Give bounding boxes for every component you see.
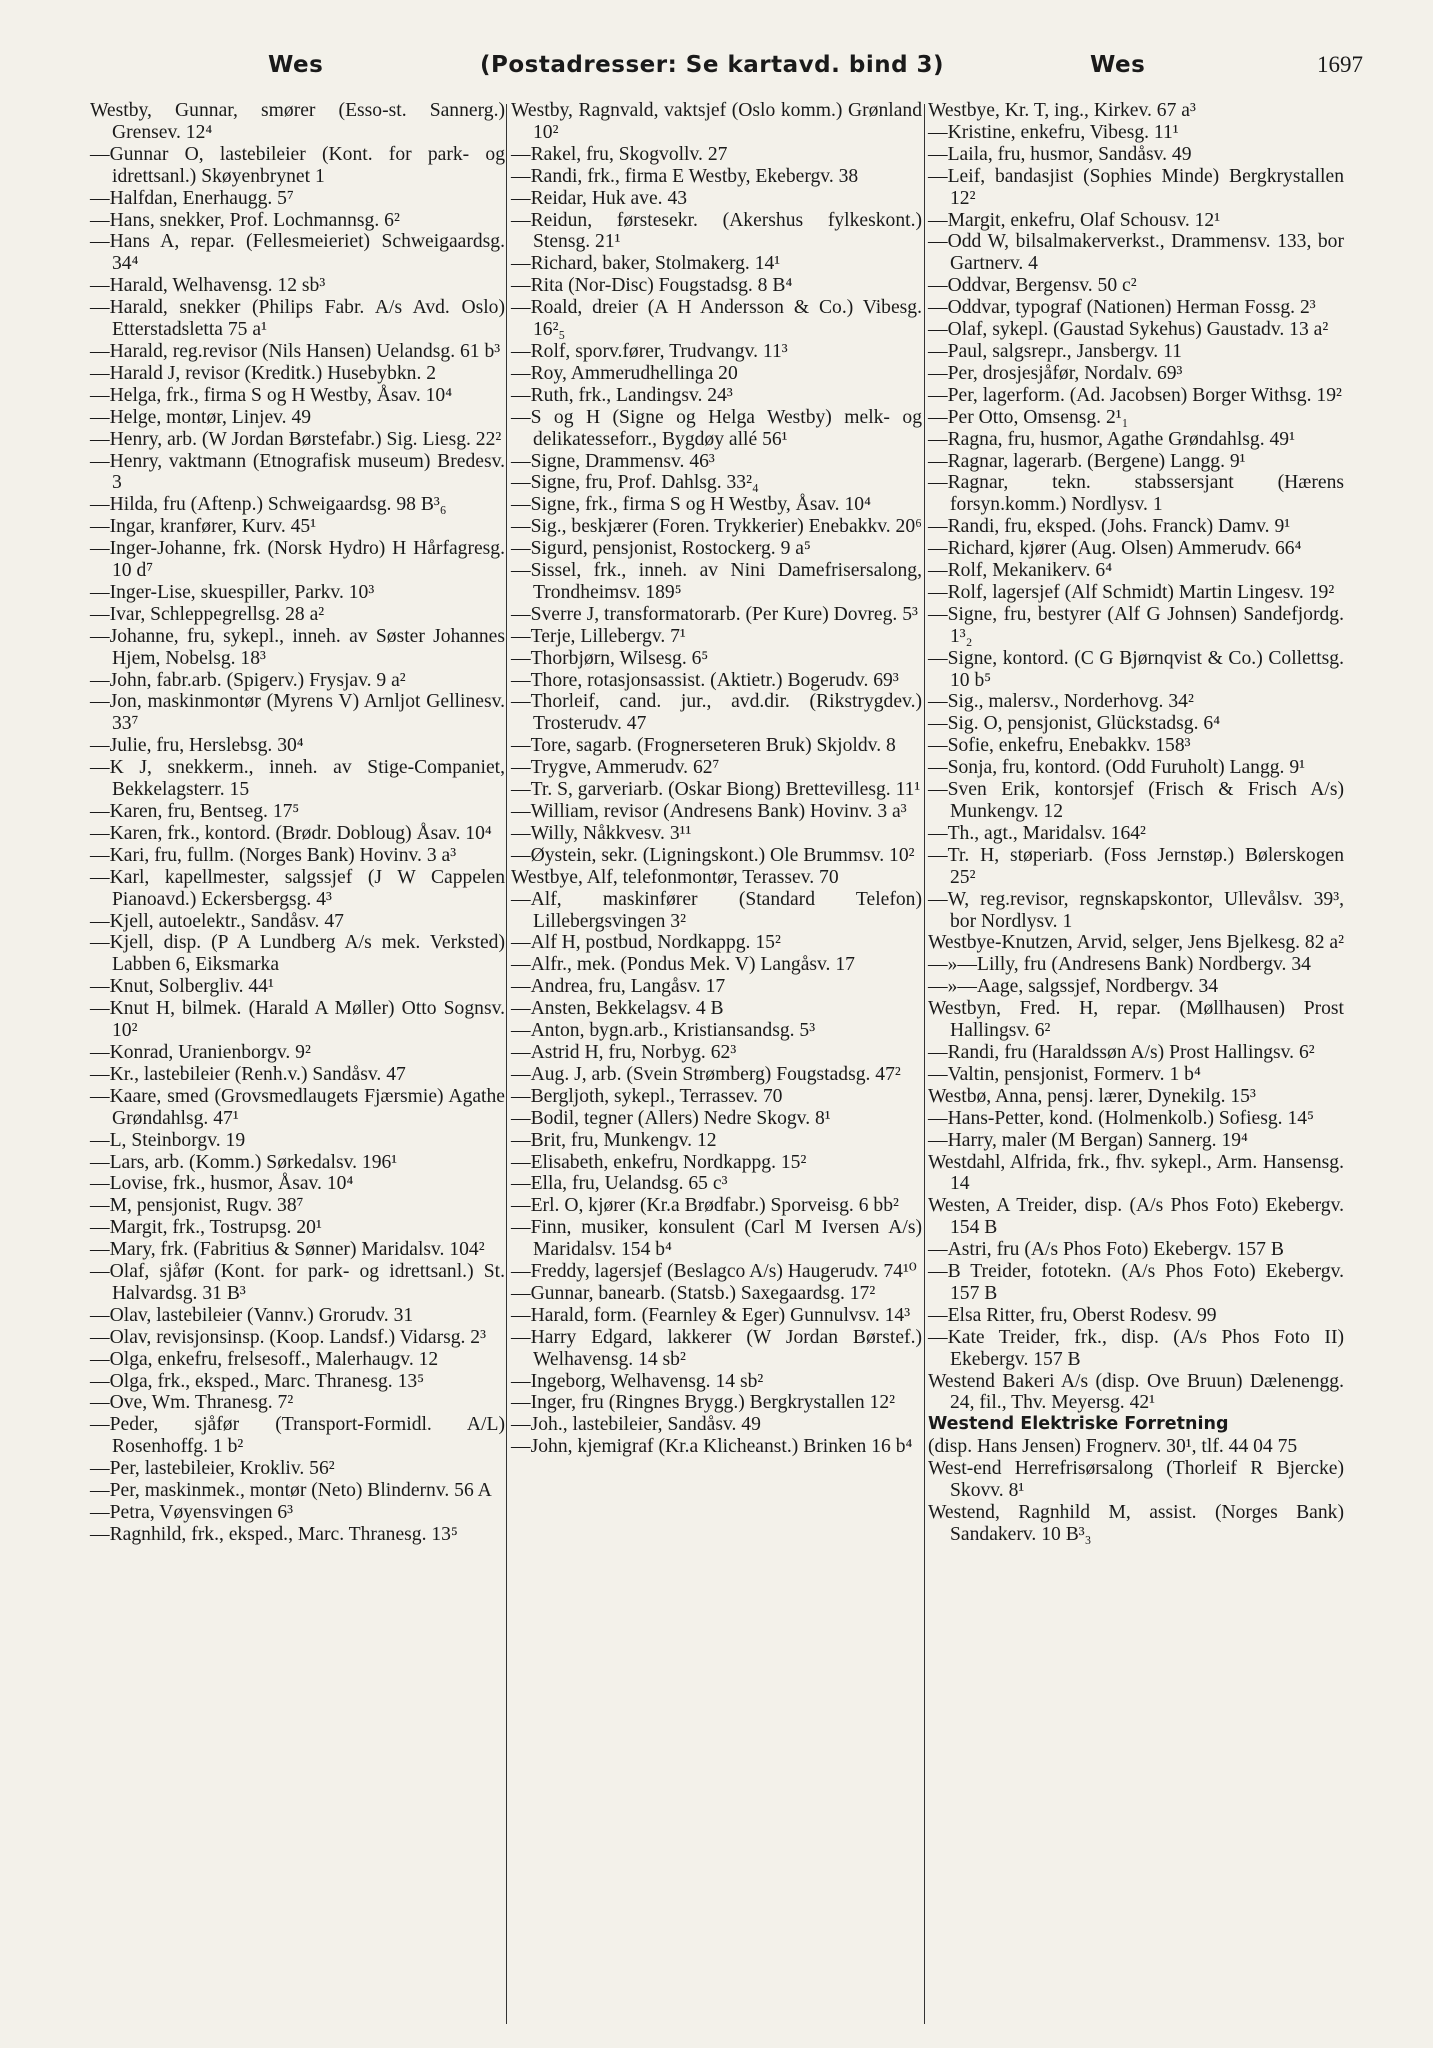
directory-entry: Westdahl, Alfrida, frk., fhv. sykepl., Arm. Hansensg. 14 [928, 1151, 1344, 1195]
directory-entry: Westbye-Knutzen, Arvid, selger, Jens Bjelkesg. 82 a² [928, 932, 1344, 954]
directory-entry: —Joh., lastebileier, Sandåsv. 49 [511, 1414, 761, 1436]
directory-entry: —S og H (Signe og Helga Westby) melk- og delikatesseforr., Bygdøy allé 56¹ [511, 406, 922, 450]
directory-entry: —Roy, Ammerudhellinga 20 [511, 362, 738, 384]
directory-entry: —Olav, revisjonsinsp. (Koop. Landsf.) Vidarsg. 2³ [90, 1326, 486, 1348]
directory-entry: —Harald, snekker (Philips Fabr. A/s Avd. Oslo) Etterstadsletta 75 a¹ [90, 297, 505, 341]
directory-entry: —Roald, dreier (A H Andersson & Co.) Vibesg. 16²₅ [511, 297, 922, 341]
directory-entry: —Ragnar, tekn. stabssersjant (Hærens forsyn.komm.) Nordlysv. 1 [928, 472, 1344, 516]
directory-entry: —Rolf, Mekanikerv. 6⁴ [928, 560, 1113, 582]
directory-entry: —Ansten, Bekkelagsv. 4 B [511, 998, 724, 1020]
directory-entry: —Harald, reg.revisor (Nils Hansen) Uelandsg. 61 b³ [90, 340, 501, 362]
directory-entry: —Kjell, autoelektr., Sandåsv. 47 [90, 910, 344, 932]
directory-entry: —Erl. O, kjører (Kr.a Brødfabr.) Sporveisg. 6 bb² [511, 1195, 899, 1217]
directory-entry: —Gunnar O, lastebileier (Kont. for park- og idrettsanl.) Skøyenbrynet 1 [90, 143, 505, 187]
directory-entry: —Peder, sjåfør (Transport-Formidl. A/L) Rosenhoffg. 1 b² [90, 1414, 505, 1458]
directory-entry: —Reidar, Huk ave. 43 [511, 187, 688, 209]
directory-entry: —Signe, fru, bestyrer (Alf G Johnsen) Sandefjordg. 1³₂ [928, 603, 1344, 647]
directory-entry: —Thore, rotasjonsassist. (Aktietr.) Bogerudv. 69³ [511, 669, 899, 691]
directory-entry: —Harry Edgard, lakkerer (W Jordan Børstef.) Welhavensg. 14 sb² [511, 1326, 922, 1370]
directory-entry: —Knut, Solbergliv. 44¹ [90, 976, 274, 998]
directory-entry: Westbø, Anna, pensj. lærer, Dynekilg. 15³ [928, 1085, 1256, 1107]
directory-entry: —Astrid H, fru, Norbyg. 62³ [511, 1041, 737, 1063]
directory-entry: —Th., agt., Maridalsv. 164² [928, 822, 1146, 844]
column-2 [511, 100, 922, 1458]
directory-entry: —Inger-Johanne, frk. (Norsk Hydro) H Hårfagresg. 10 d⁷ [90, 538, 505, 582]
directory-entry: —Helga, frk., firma S og H Westby, Åsav. 10⁴ [90, 384, 453, 406]
directory-entry: —L, Steinborgv. 19 [90, 1129, 246, 1151]
directory-entry: —Ingeborg, Welhavensg. 14 sb² [511, 1370, 764, 1392]
directory-entry: —John, fabr.arb. (Spigerv.) Frysjav. 9 a² [90, 669, 406, 691]
directory-entry: —»—Lilly, fru (Andresens Bank) Nordbergv. 34 [928, 954, 1311, 976]
directory-entry: —Olaf, sykepl. (Gaustad Sykehus) Gaustadv. 13 a² [928, 319, 1329, 341]
directory-entry: —Terje, Lillebergv. 7¹ [511, 625, 686, 647]
directory-entry: —Rolf, lagersjef (Alf Schmidt) Martin Lingesv. 19² [928, 581, 1335, 603]
directory-entry: —Astri, fru (A/s Phos Foto) Ekebergv. 157 B [928, 1239, 1284, 1261]
directory-entry: —Ragnar, lagerarb. (Bergene) Langg. 9¹ [928, 450, 1246, 472]
directory-entry: —Ove, Wm. Thranesg. 7² [90, 1392, 294, 1414]
directory-entry: —»—Aage, salgssjef, Nordbergv. 34 [928, 976, 1219, 998]
directory-entry: —Harald J, revisor (Kreditk.) Husebybkn. 2 [90, 362, 437, 384]
directory-entry: Westen, A Treider, disp. (A/s Phos Foto) Ekebergv. 154 B [928, 1195, 1344, 1239]
directory-entry: West-end Herrefrisørsalong (Thorleif R Bjercke) Skovv. 8¹ [928, 1458, 1344, 1502]
directory-entry: —Ruth, frk., Landingsv. 24³ [511, 384, 733, 406]
directory-entry: —Øystein, sekr. (Ligningskont.) Ole Brummsv. 10² [511, 844, 915, 866]
directory-entry: —Ella, fru, Uelandsg. 65 c³ [511, 1173, 728, 1195]
directory-entry: —Richard, kjører (Aug. Olsen) Ammerudv. 66⁴ [928, 538, 1302, 560]
directory-entry: —Ivar, Schleppegrellsg. 28 a² [90, 603, 325, 625]
directory-entry: —Odd W, bilsalmakerverkst., Drammensv. 133, bor Gartnerv. 4 [928, 231, 1344, 275]
directory-entry: —Harry, maler (M Bergan) Sannerg. 19⁴ [928, 1129, 1248, 1151]
column-1 [90, 100, 505, 1546]
directory-entry: —Signe, Drammensv. 46³ [511, 450, 715, 472]
directory-entry: —Hans-Petter, kond. (Holmenkolb.) Sofiesg. 14⁵ [928, 1107, 1314, 1129]
directory-entry: —Kjell, disp. (P A Lundberg A/s mek. Verksted) Labben 6, Eiksmarka [90, 932, 505, 976]
directory-entry: —Per, maskinmek., montør (Neto) Blindernv. 56 A [90, 1480, 492, 1502]
directory-entry: —Elsa Ritter, fru, Oberst Rodesv. 99 [928, 1304, 1217, 1326]
directory-entry: —Sig. O, pensjonist, Glückstadsg. 6⁴ [928, 713, 1221, 735]
directory-entry: —Brit, fru, Munkengv. 12 [511, 1129, 717, 1151]
directory-entry: Westby, Gunnar, smører (Esso-st. Sannerg.) Grensev. 12⁴ [90, 100, 505, 143]
directory-entry: Westby, Ragnvald, vaktsjef (Oslo komm.) Grønland 10² [511, 100, 922, 143]
directory-entry: —Mary, frk. (Fabritius & Sønner) Maridalsv. 104² [90, 1239, 485, 1261]
directory-entry: —Alf, maskinfører (Standard Telefon) Lillebergsvingen 3² [511, 888, 922, 932]
directory-entry: —Finn, musiker, konsulent (Carl M Iversen A/s) Maridalsv. 154 b⁴ [511, 1217, 922, 1261]
directory-entry: —Randi, frk., firma E Westby, Ekebergv. 38 [511, 165, 859, 187]
directory-entry: —Per Otto, Omsensg. 2¹₁ [928, 406, 1129, 428]
directory-entry: —Olaf, sjåfør (Kont. for park- og idrettsanl.) St. Halvardsg. 31 B³ [90, 1261, 505, 1304]
directory-entry: —Julie, fru, Herslebsg. 30⁴ [90, 735, 304, 757]
directory-entry: —Elisabeth, enkefru, Nordkappg. 15² [511, 1151, 807, 1173]
directory-entry: —Kaare, smed (Grovsmedlaugets Fjærsmie) Agathe Grøndahlsg. 47¹ [90, 1085, 505, 1129]
directory-entry: —Helge, montør, Linjev. 49 [90, 406, 312, 428]
directory-entry: Westend Elektriske Forretning [928, 1414, 1229, 1435]
directory-entry: —Kate Treider, frk., disp. (A/s Phos Foto II) Ekebergv. 157 B [928, 1326, 1344, 1370]
directory-entry: —Reidun, førstesekr. (Akershus fylkeskont.) Stensg. 21¹ [511, 209, 922, 253]
directory-entry: —Sig., beskjærer (Foren. Trykkerier) Enebakkv. 20⁶ [511, 516, 922, 538]
directory-entry: —Olga, frk., eksped., Marc. Thranesg. 13⁵ [90, 1370, 425, 1392]
directory-entry: —Rolf, sporv.fører, Trudvangv. 11³ [511, 340, 788, 362]
directory-entry: —Willy, Nåkkvesv. 3¹¹ [511, 822, 692, 844]
directory-entry: —Kristine, enkefru, Vibesg. 11¹ [928, 121, 1179, 143]
header-left-keyword: Wes [268, 52, 324, 78]
directory-entry: —Lovise, frk., husmor, Åsav. 10⁴ [90, 1173, 354, 1195]
directory-entry: —John, kjemigraf (Kr.a Klicheanst.) Brinken 16 b⁴ [511, 1436, 913, 1458]
directory-entry: —Alfr., mek. (Pondus Mek. V) Langåsv. 17 [511, 954, 855, 976]
directory-entry: —Inger-Lise, skuespiller, Parkv. 10³ [90, 581, 375, 603]
directory-entry: —Laila, fru, husmor, Sandåsv. 49 [928, 143, 1192, 165]
directory-entry: —Ragna, fru, husmor, Agathe Grøndahlsg. 49¹ [928, 428, 1295, 450]
directory-entry: —Freddy, lagersjef (Beslagco A/s) Haugerudv. 74¹⁰ [511, 1261, 917, 1283]
directory-entry: —Knut H, bilmek. (Harald A Møller) Otto Sognsv. 10² [90, 998, 505, 1042]
directory-entry: Westend, Ragnhild M, assist. (Norges Bank) Sandakerv. 10 B³₃ [928, 1502, 1344, 1545]
directory-entry: —Inger, fru (Ringnes Brygg.) Bergkrystallen 12² [511, 1392, 896, 1414]
directory-entry: —Petra, Vøyensvingen 6³ [90, 1502, 294, 1523]
directory-entry: Westbyn, Fred. H, repar. (Møllhausen) Prost Hallingsv. 6² [928, 998, 1344, 1042]
directory-entry: —Paul, salgsrepr., Jansbergv. 11 [928, 340, 1182, 362]
page-header [90, 52, 1373, 88]
column-divider [924, 104, 925, 2024]
directory-entry: —K J, snekkerm., inneh. av Stige-Companiet, Bekkelagsterr. 15 [90, 757, 505, 801]
directory-entry: —Sven Erik, kontorsjef (Frisch & Frisch A/s) Munkengv. 12 [928, 779, 1344, 822]
directory-entry: —Karen, frk., kontord. (Brødr. Dobloug) Åsav. 10⁴ [90, 822, 492, 844]
page-number: 1697 [1317, 52, 1363, 77]
directory-entry: —Gunnar, banearb. (Statsb.) Saxegaardsg. 17² [511, 1282, 876, 1304]
directory-entry: —Rita (Nor-Disc) Fougstadsg. 8 B⁴ [511, 275, 793, 297]
directory-entry: —Margit, enkefru, Olaf Schousv. 12¹ [928, 209, 1221, 231]
directory-entry: —Hans A, repar. (Fellesmeieriet) Schweigaardsg. 34⁴ [90, 231, 505, 275]
directory-entry: —Harald, form. (Fearnley & Eger) Gunnulvsv. 14³ [511, 1304, 911, 1326]
directory-entry: —Richard, baker, Stolmakerg. 14¹ [511, 253, 781, 275]
header-right-keyword: Wes [1090, 52, 1146, 78]
directory-entry: —Karl, kapellmester, salgssjef (J W Cappelen Pianoavd.) Eckersbergsg. 4³ [90, 866, 505, 910]
column-3 [928, 100, 1344, 1546]
directory-entry: —Kr., lastebileier (Renh.v.) Sandåsv. 47 [90, 1063, 406, 1085]
directory-entry: —B Treider, fototekn. (A/s Phos Foto) Ekebergv. 157 B [928, 1261, 1344, 1304]
directory-entry: —Sonja, fru, kontord. (Odd Furuholt) Langg. 9¹ [928, 757, 1306, 779]
header-center-note: (Postadresser: Se kartavd. bind 3) [480, 52, 945, 78]
directory-entry: —Tore, sagarb. (Frognerseteren Bruk) Skjoldv. 8 [511, 735, 896, 757]
directory-entry: —Jon, maskinmontør (Myrens V) Arnljot Gellinesv. 33⁷ [90, 691, 505, 735]
directory-entry: Westbye, Alf, telefonmontør, Terassev. 70 [511, 866, 839, 888]
directory-entry: —Sigurd, pensjonist, Rostockerg. 9 a⁵ [511, 538, 811, 560]
directory-entry: Westbye, Kr. T, ing., Kirkev. 67 a³ [928, 100, 1196, 121]
directory-entry: —Tr. H, støperiarb. (Foss Jernstøp.) Bølerskogen 25² [928, 844, 1344, 888]
directory-entry: —Lars, arb. (Komm.) Sørkedalsv. 196¹ [90, 1151, 398, 1173]
directory-entry: —Signe, kontord. (C G Bjørnqvist & Co.) Collettsg. 10 b⁵ [928, 647, 1344, 691]
directory-entry: —Signe, frk., firma S og H Westby, Åsav. 10⁴ [511, 494, 871, 516]
directory-entry: —W, reg.revisor, regnskapskontor, Ullevålsv. 39³, bor Nordlysv. 1 [928, 888, 1344, 932]
directory-entry: —Henry, vaktmann (Etnografisk museum) Bredesv. 3 [90, 450, 505, 494]
directory-entry: —Per, lagerform. (Ad. Jacobsen) Borger Withsg. 19² [928, 384, 1342, 406]
directory-entry: —Randi, fru (Haraldssøn A/s) Prost Hallingsv. 6² [928, 1041, 1315, 1063]
directory-entry: —Olav, lastebileier (Vannv.) Grorudv. 31 [90, 1304, 414, 1326]
directory-entry: —Konrad, Uranienborgv. 9² [90, 1041, 311, 1063]
directory-entry: —Olga, enkefru, frelsesoff., Malerhaugv. 12 [90, 1348, 439, 1370]
column-divider [506, 104, 507, 2024]
directory-entry: —Thorleif, cand. jur., avd.dir. (Rikstrygdev.) Trosterudv. 47 [511, 691, 922, 735]
directory-entry: —Kari, fru, fullm. (Norges Bank) Hovinv. 3 a³ [90, 844, 457, 866]
directory-entry: —Ragnhild, frk., eksped., Marc. Thranesg. 13⁵ [90, 1523, 458, 1545]
directory-entry: —Halfdan, Enerhaugg. 5⁷ [90, 187, 294, 209]
directory-entry: —Sig., malersv., Norderhovg. 34² [928, 691, 1194, 713]
directory-entry: —Oddvar, typograf (Nationen) Herman Fossg. 2³ [928, 297, 1316, 319]
directory-entry: —Margit, frk., Tostrupsg. 20¹ [90, 1217, 322, 1239]
directory-entry: —Per, lastebileier, Krokliv. 56² [90, 1458, 335, 1480]
directory-entry: —Thorbjørn, Wilsesg. 6⁵ [511, 647, 709, 669]
directory-entry: —Bergljoth, sykepl., Terrassev. 70 [511, 1085, 783, 1107]
directory-entry: Westend Bakeri A/s (disp. Ove Bruun) Dælenengg. 24, fil., Thv. Meyersg. 42¹ [928, 1370, 1344, 1414]
directory-entry: —Per, drosjesjåfør, Nordalv. 69³ [928, 362, 1183, 384]
directory-entry: —Oddvar, Bergensv. 50 c² [928, 275, 1137, 297]
directory-entry: —William, revisor (Andresens Bank) Hovinv. 3 a³ [511, 801, 907, 822]
directory-entry: —Hilda, fru (Aftenp.) Schweigaardsg. 98 B³₆ [90, 494, 447, 516]
directory-entry: —Johanne, fru, sykepl., inneh. av Søster Johannes Hjem, Nobelsg. 18³ [90, 625, 505, 669]
directory-entry: —Signe, fru, Prof. Dahlsg. 33²₄ [511, 472, 759, 494]
directory-entry: —Henry, arb. (W Jordan Børstefabr.) Sig. Liesg. 22² [90, 428, 502, 450]
directory-entry: —Valtin, pensjonist, Formerv. 1 b⁴ [928, 1063, 1201, 1085]
directory-entry: —Alf H, postbud, Nordkappg. 15² [511, 932, 781, 954]
directory-entry: —Trygve, Ammerudv. 62⁷ [511, 757, 720, 779]
directory-columns [90, 100, 1380, 2030]
directory-entry: —Anton, bygn.arb., Kristiansandsg. 5³ [511, 1020, 816, 1042]
directory-entry: —M, pensjonist, Rugv. 38⁷ [90, 1195, 304, 1217]
directory-entry: —Leif, bandasjist (Sophies Minde) Bergkrystallen 12² [928, 165, 1344, 209]
directory-entry: —Bodil, tegner (Allers) Nedre Skogv. 8¹ [511, 1107, 831, 1129]
directory-entry: —Andrea, fru, Langåsv. 17 [511, 976, 726, 998]
directory-entry: —Randi, fru, eksped. (Johs. Franck) Damv. 9¹ [928, 516, 1291, 538]
directory-entry: —Hans, snekker, Prof. Lochmannsg. 6² [90, 209, 400, 231]
directory-entry: —Harald, Welhavensg. 12 sb³ [90, 275, 326, 297]
directory-entry: —Ingar, kranfører, Kurv. 45¹ [90, 516, 317, 538]
directory-entry: —Sissel, frk., inneh. av Nini Damefrisersalong, Trondheimsv. 189⁵ [511, 560, 922, 603]
directory-entry: —Aug. J, arb. (Svein Strømberg) Fougstadsg. 47² [511, 1063, 901, 1085]
directory-entry: (disp. Hans Jensen) Frognerv. 30¹, tlf. 44 04 75 [928, 1436, 1298, 1458]
directory-entry: —Rakel, fru, Skogvollv. 27 [511, 143, 728, 165]
directory-entry: —Sverre J, transformatorarb. (Per Kure) Dovreg. 5³ [511, 603, 918, 625]
directory-entry: —Sofie, enkefru, Enebakkv. 158³ [928, 735, 1191, 757]
directory-entry: —Tr. S, garveriarb. (Oskar Biong) Brettevillesg. 11¹ [511, 779, 921, 801]
directory-entry: —Karen, fru, Bentseg. 17⁵ [90, 801, 300, 822]
